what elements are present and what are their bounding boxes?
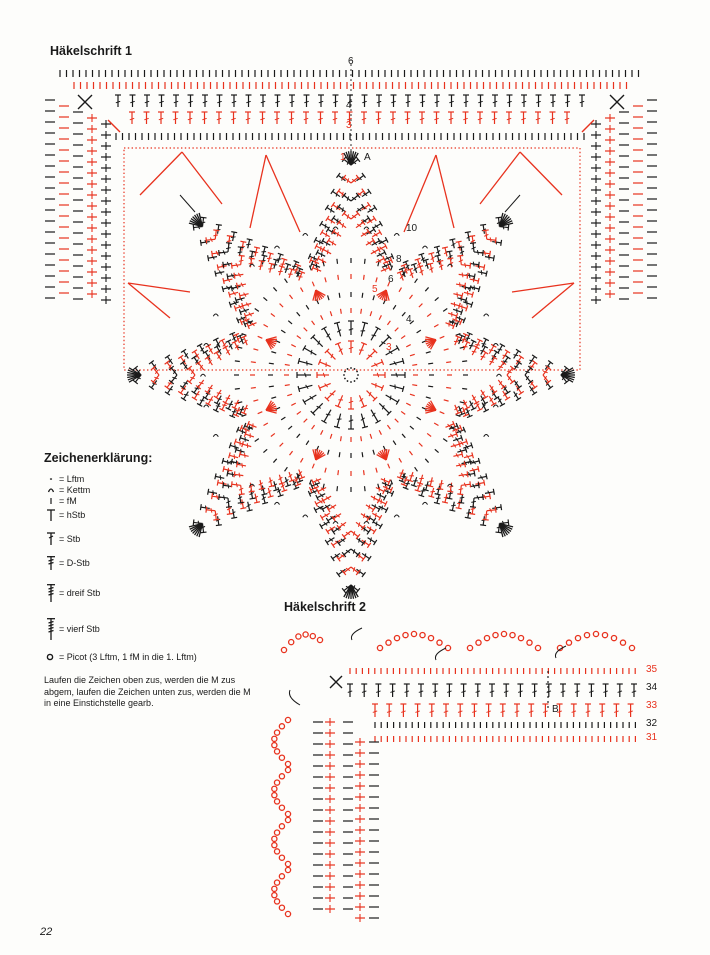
legend-item: = Kettm <box>44 483 90 497</box>
round-label: 32 <box>646 718 658 729</box>
round-label: B <box>552 704 559 715</box>
round-label: 33 <box>646 700 658 711</box>
round-label: 6 <box>348 56 354 67</box>
picot-icon <box>44 650 58 664</box>
double-crochet-icon <box>44 532 58 546</box>
round-label: 34 <box>646 682 658 693</box>
crochet-chart-2 <box>272 628 637 922</box>
legend-item: = D-Stb <box>44 556 90 570</box>
quadruple-treble-icon <box>44 618 58 640</box>
round-label: 8 <box>396 254 402 265</box>
half-double-crochet-icon <box>44 508 58 522</box>
chart1-title: Häkelschrift 1 <box>50 44 132 58</box>
chart2-title: Häkelschrift 2 <box>284 600 366 614</box>
crochet-chart-1 <box>45 59 657 599</box>
round-label: 3 <box>346 120 352 131</box>
legend-item: = fM <box>44 494 77 508</box>
round-label: 10 <box>406 223 418 234</box>
legend-title: Zeichenerklärung: <box>44 451 153 465</box>
round-label: 5 <box>372 284 378 295</box>
triple-treble-icon <box>44 584 58 602</box>
round-label: 4 <box>346 100 352 111</box>
round-label: 1 <box>340 152 346 163</box>
legend-item: = dreif Stb <box>44 584 100 602</box>
round-label: 3 <box>386 342 392 353</box>
round-label: 6 <box>388 274 394 285</box>
legend-item: = Stb <box>44 532 80 546</box>
round-label: A <box>364 152 371 163</box>
legend-item: = Picot (3 Lftm, 1 fM in die 1. Lftm) <box>44 650 197 664</box>
legend-item: = hStb <box>44 508 85 522</box>
treble-crochet-icon <box>44 556 58 570</box>
round-label: 4 <box>406 314 412 325</box>
round-label: 31 <box>646 732 658 743</box>
legend-note: Laufen die Zeichen oben zus, werden die M zus abgem, laufen die Zeichen unten zus, werden die M in eine Einstichstelle gearb. <box>44 675 251 708</box>
page-number: 22 <box>40 926 53 938</box>
legend-item: = Lftm <box>44 472 84 486</box>
legend-item: = vierf Stb <box>44 618 100 640</box>
round-label: 35 <box>646 664 658 675</box>
single-crochet-icon <box>44 494 58 508</box>
